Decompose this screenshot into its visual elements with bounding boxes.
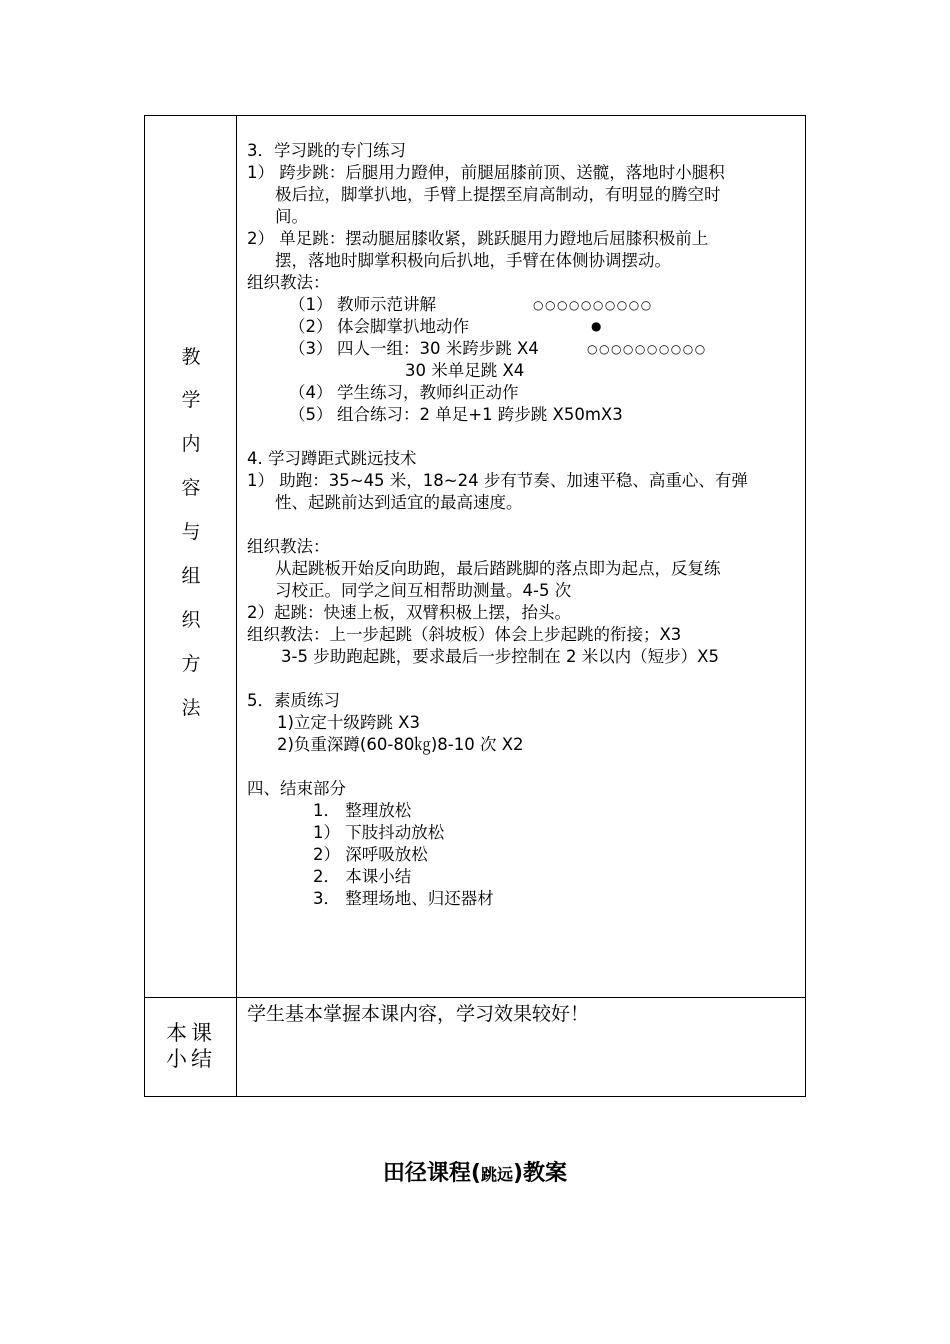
label-char: 法 [181, 697, 201, 719]
label-char: 方 [181, 653, 201, 675]
section3-item2-line1: 2） 单足跳：摆动腿屈膝收紧，跳跃腿用力蹬地后屈膝积极前上 [247, 229, 709, 248]
formation-row-students: ○○○○○○○○○○ [533, 298, 653, 312]
summary-label-line1: 本课 [166, 1021, 216, 1045]
label-char: 织 [181, 609, 201, 631]
section3-item1-line1: 1） 跨步跳：后腿用力蹬伸，前腿屈膝前顶、送髋，落地时小腿积 [247, 163, 725, 182]
summary-label-line2: 小结 [166, 1047, 216, 1071]
org-item-num: （3） [289, 339, 333, 358]
ending-item: 1． 整理放松 [313, 801, 412, 820]
org-item-text: 学生练习，教师纠正动作 [337, 383, 519, 402]
org-item-text: 体会脚掌扒地动作 [337, 317, 469, 336]
section4-org2-line2: 3-5 步助跑起跳，要求最后一步控制在 2 米以内（短步）X5 [281, 647, 719, 666]
summary-label-cell [145, 998, 237, 1096]
document-title [0, 1160, 950, 1189]
org-item-text: 四人一组：30 米跨步跳 X4 [337, 339, 539, 358]
section4-heading: 4. 学习蹲距式跳远技术 [247, 449, 417, 468]
org-item-num: （2） [289, 317, 333, 336]
summary-label [145, 1020, 237, 1072]
section3-heading: 3．学习跳的专门练习 [247, 141, 406, 160]
summary-content-cell [237, 998, 805, 1096]
section3-item2-line2: 摆，落地时脚掌积极向后扒地，手臂在体侧协调摆动。 [275, 251, 671, 270]
section4-jump-line: 2）起跳：快速上板，双臂积极上摆，抬头。 [247, 603, 571, 622]
section4-org2-line1: 组织教法：上一步起跳（斜坡板）体会上步起跳的衔接；X3 [247, 625, 682, 644]
content-cell [237, 116, 805, 997]
section3-item1-line3: 间。 [275, 207, 308, 226]
section5-item1: 1)立定十级跨跳 X3 [277, 713, 420, 732]
formation-row-students: ○○○○○○○○○○ [587, 342, 707, 356]
label-char: 与 [181, 521, 201, 543]
section3-item1-line2: 极后拉，脚掌扒地，手臂上提摆至肩高制动，有明显的腾空时 [275, 185, 721, 204]
org-item-text: 30 米单足跳 X4 [405, 361, 525, 380]
title-part1: 田径课程( [382, 1161, 481, 1186]
title-part2: 跳远 [480, 1165, 513, 1184]
title-part3: )教案 [513, 1161, 568, 1186]
section5-item2: 2)负重深蹲(60-80㎏)8-10 次 X2 [277, 735, 524, 754]
content-label-cell [145, 116, 237, 997]
org-item-num: （5） [289, 405, 333, 424]
label-char: 容 [181, 477, 201, 499]
section4-org-line2: 习校正。同学之间互相帮助测量。4-5 次 [275, 581, 572, 600]
section3-org-label: 组织教法： [247, 273, 330, 292]
summary-text: 学生基本掌握本课内容，学习效果较好！ [247, 1003, 590, 1025]
section4-org-line1: 从起跳板开始反向助跑，最后踏跳脚的落点即为起点，反复练 [275, 559, 721, 578]
label-char: 组 [181, 565, 201, 587]
ending-item: 2） 深呼吸放松 [313, 845, 428, 864]
ending-item: 2． 本课小结 [313, 867, 412, 886]
ending-item: 1） 下肢抖动放松 [313, 823, 445, 842]
org-item-num: （4） [289, 383, 333, 402]
ending-heading: 四、结束部分 [247, 779, 346, 798]
section4-org-label: 组织教法： [247, 537, 330, 556]
label-char: 教 [181, 346, 201, 368]
section4-run-line2: 性、起跳前达到适宜的最高速度。 [275, 493, 523, 512]
lesson-plan-table [144, 115, 806, 1097]
org-item-text: 组合练习：2 单足+1 跨步跳 X50mX3 [337, 405, 623, 424]
label-char: 内 [181, 433, 201, 455]
ending-item: 3． 整理场地、归还器材 [313, 889, 494, 908]
org-item-num: （1） [289, 295, 333, 314]
org-item-text: 教师示范讲解 [337, 295, 436, 314]
formation-teacher-dot: ● [591, 319, 603, 333]
section5-heading: 5．素质练习 [247, 691, 340, 710]
label-char: 学 [181, 389, 201, 411]
section4-run-line1: 1） 助跑：35~45 米，18~24 步有节奏、加速平稳、高重心、有弹 [247, 471, 748, 490]
